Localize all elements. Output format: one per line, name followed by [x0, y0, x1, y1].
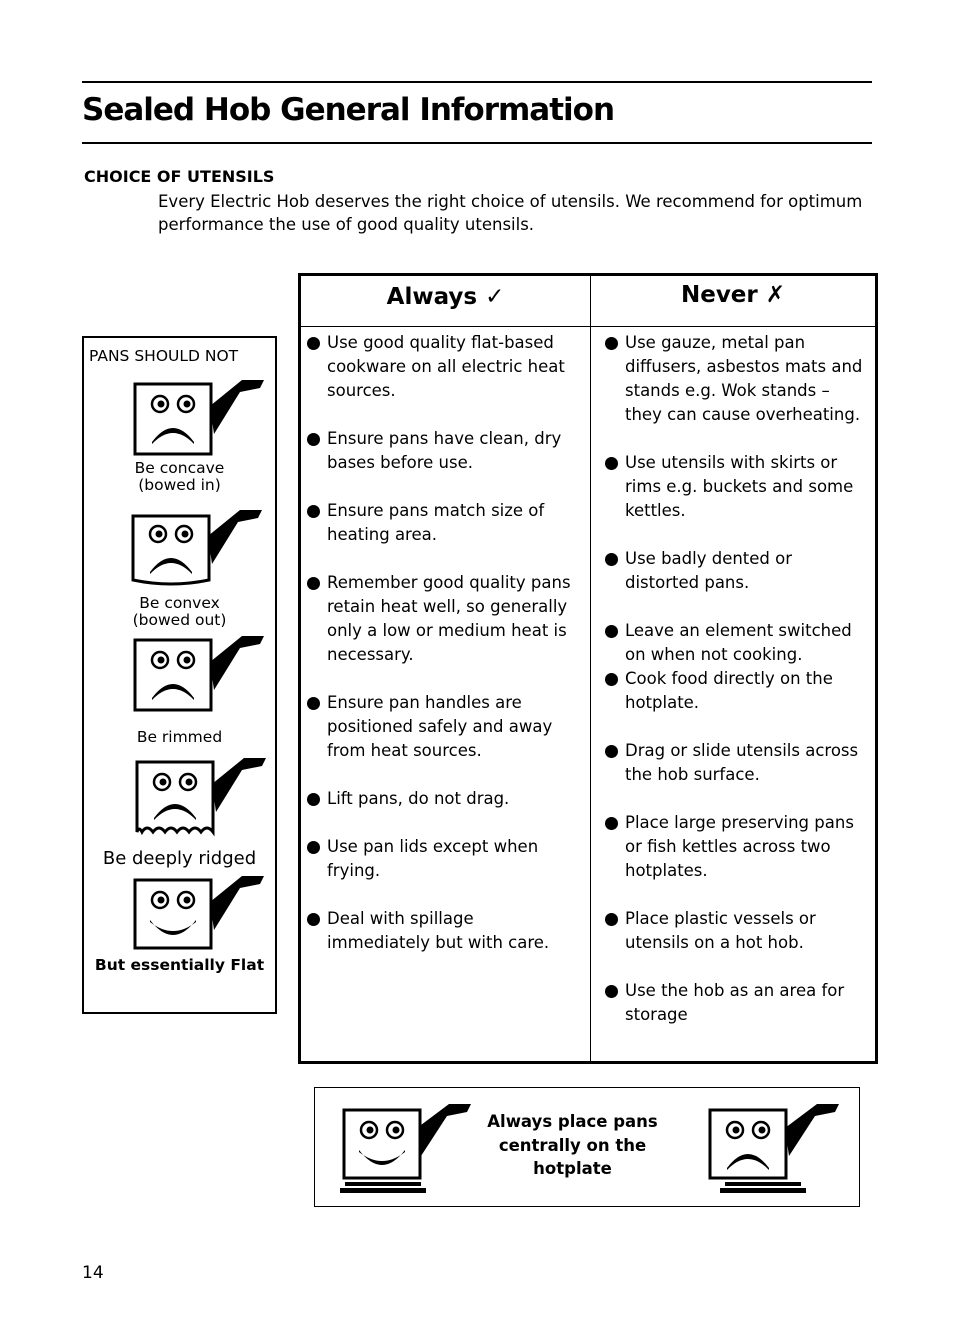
list-item: Use pan lids except when frying.: [305, 835, 575, 883]
flat-pan-icon: [132, 870, 267, 954]
list-item: Place plastic vessels or utensils on a hot hob.: [603, 907, 865, 955]
intro-paragraph: Every Electric Hob deserves the right choice of utensils. We recommend for optimum performance the use of good quality utensils.: [158, 192, 863, 234]
header-divider: [301, 326, 875, 327]
list-item: Use the hob as an area for storage: [603, 979, 865, 1027]
centering-tip-box: [314, 1087, 860, 1207]
list-item: Use gauze, metal pan diffusers, asbestos mats and stands e.g. Wok stands – they can cause overheating.: [603, 331, 865, 427]
section-heading: CHOICE OF UTENSILS: [84, 167, 275, 186]
pans-should-not-panel: [82, 336, 277, 1014]
sad-pan-off-center-icon: [705, 1100, 845, 1198]
list-item: Use good quality flat-based cookware on all electric heat sources.: [305, 331, 575, 403]
ridged-pan-icon: [134, 752, 269, 838]
list-item: Cook food directly on the hotplate.: [603, 667, 865, 715]
pan-label-flat: But essentially Flat: [94, 956, 265, 974]
list-item: Lift pans, do not drag.: [305, 787, 575, 811]
list-item: Remember good quality pans retain heat well, so generally only a low or medium heat is necessary.: [305, 571, 575, 667]
pan-label-convex: Be convex (bowed out): [132, 594, 227, 629]
page-number: 14: [82, 1263, 104, 1283]
pans-heading: PANS SHOULD NOT: [89, 347, 239, 365]
rimmed-pan-icon: [132, 630, 267, 714]
tip-text: Always place pans centrally on the hotplate: [487, 1112, 658, 1178]
pan-label-rimmed: Be rimmed: [136, 728, 223, 746]
list-item: Ensure pans match size of heating area.: [305, 499, 575, 547]
convex-pan-icon: [130, 504, 265, 588]
list-item: Place large preserving pans or fish kettles across two hotplates.: [603, 811, 865, 883]
pan-label-ridged: Be deeply ridged: [102, 848, 257, 869]
list-item: Use badly dented or distorted pans.: [603, 547, 865, 595]
always-list: [305, 331, 575, 979]
list-item: Deal with spillage immediately but with care.: [305, 907, 575, 955]
list-item: Use utensils with skirts or rims e.g. buckets and some kettles.: [603, 451, 865, 523]
happy-pan-on-hotplate-icon: [337, 1100, 477, 1198]
never-list: [603, 331, 865, 1051]
list-item: Leave an element switched on when not cooking.: [603, 619, 865, 667]
always-never-table: [298, 273, 878, 1064]
list-item: Ensure pans have clean, dry bases before use.: [305, 427, 575, 475]
top-rule: [82, 81, 872, 83]
list-item: Ensure pan handles are positioned safely and away from heat sources.: [305, 691, 575, 763]
page-title: Sealed Hob General Information: [82, 92, 615, 128]
pan-label-concave: Be concave (bowed in): [134, 459, 225, 494]
list-item: Drag or slide utensils across the hob surface.: [603, 739, 865, 787]
never-header: Never ✗: [680, 282, 786, 308]
column-divider: [590, 276, 591, 1061]
concave-pan-icon: [132, 374, 267, 458]
title-rule: [82, 142, 872, 144]
always-header: Always ✓: [386, 284, 505, 310]
